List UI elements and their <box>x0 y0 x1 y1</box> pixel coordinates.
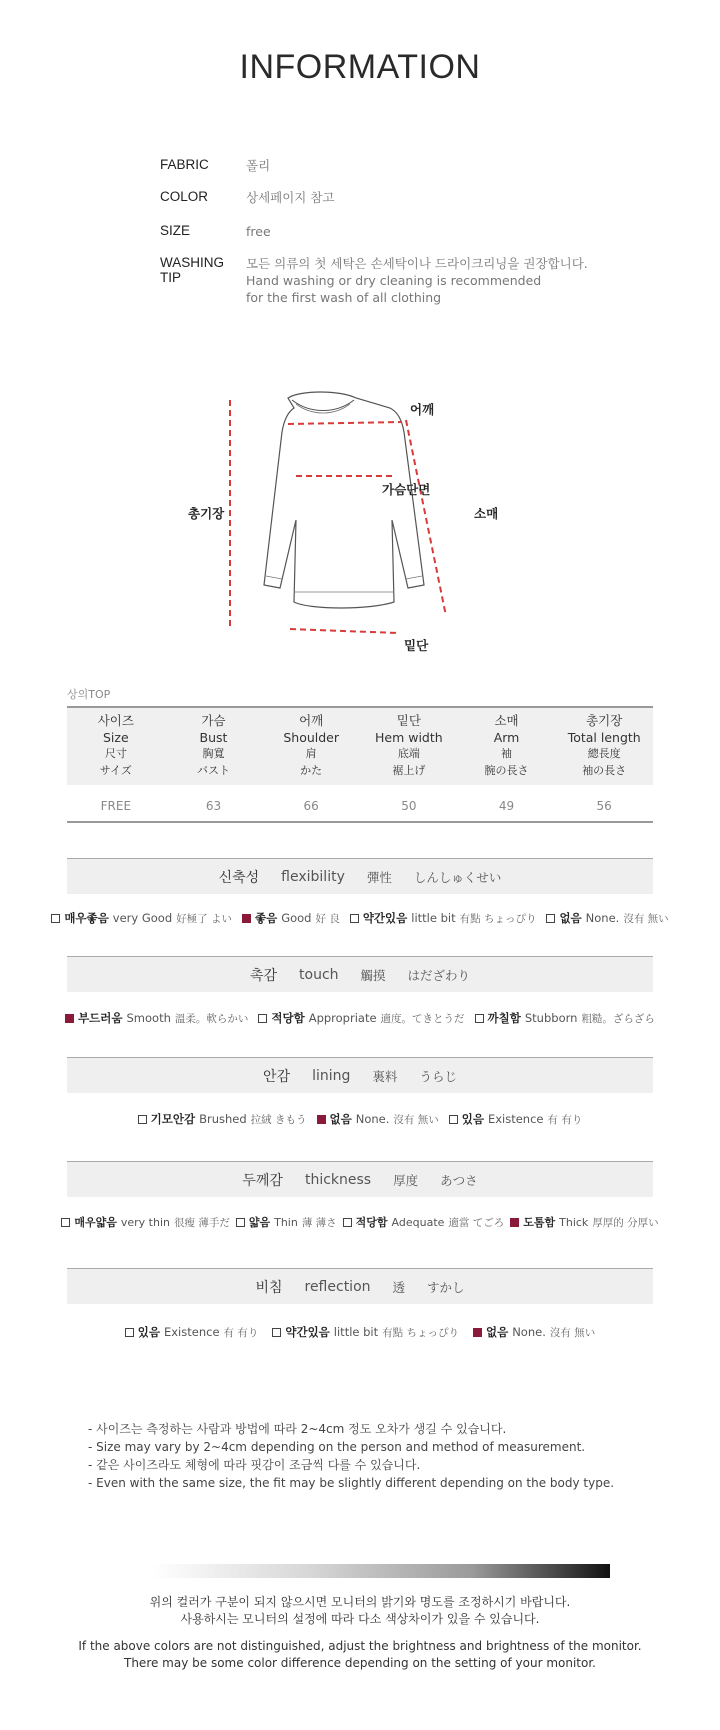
cell-bust: 63 <box>205 799 222 813</box>
checkbox[interactable] <box>350 914 359 923</box>
option-little-bit[interactable]: 약간있음 little bit 有點 ちょっぴり <box>350 910 537 926</box>
checkbox[interactable] <box>51 914 60 923</box>
footer-en-line2: There may be some color difference depending on the setting of your monitor. <box>124 1656 596 1670</box>
checkbox-checked[interactable] <box>510 1218 519 1227</box>
checkbox-checked[interactable] <box>65 1014 74 1023</box>
option-thick[interactable]: 도톰함 Thick 厚厚的 分厚い <box>510 1214 658 1230</box>
washing-value <box>246 255 588 306</box>
option-very-thin[interactable]: 매우얇음 very thin 很瘦 薄手だ <box>61 1214 229 1230</box>
fabric-value: 폴리 <box>246 158 271 173</box>
checkbox-checked[interactable] <box>473 1328 482 1337</box>
cell-size: FREE <box>100 799 132 813</box>
label-total-length: 총기장 <box>188 506 225 521</box>
note-line: - Even with the same size, the fit may be slightly different depending on the body type. <box>88 1476 615 1490</box>
size-diagram <box>170 380 530 660</box>
cell-hem: 50 <box>401 799 417 813</box>
rating-options-lining <box>67 1111 653 1127</box>
header-shoulder: 어깨 Shoulder 肩 かた <box>283 713 340 777</box>
page-title: INFORMATION <box>239 48 481 86</box>
checkbox[interactable] <box>272 1328 281 1337</box>
table-row <box>67 785 653 821</box>
color-value: 상세페이지 참고 <box>246 190 335 205</box>
option-little-bit[interactable]: 약간있음 little bit 有點 ちょっぴり <box>272 1324 459 1340</box>
rating-options-touch <box>67 1010 653 1026</box>
washing-label: WASHING TIP <box>160 255 224 285</box>
rating-options-flexibility <box>64 910 669 926</box>
option-very-good[interactable]: 매우좋음 very Good 好極了 よい <box>51 910 232 926</box>
size-value: free <box>246 224 271 239</box>
size-table-header <box>67 708 653 785</box>
option-none[interactable]: 없음 None. 沒有 無い <box>317 1111 439 1127</box>
checkbox[interactable] <box>138 1115 147 1124</box>
rating-options-thickness <box>67 1214 659 1230</box>
label-sleeve: 소매 <box>474 506 499 521</box>
option-good[interactable]: 좋음 Good 好 良 <box>242 910 340 926</box>
footer-english <box>0 1638 720 1672</box>
rating-bar-touch: 촉감 touch 觸摸 はだざわり <box>67 956 653 992</box>
checkbox[interactable] <box>546 914 555 923</box>
option-existence[interactable]: 있음 Existence 有 有り <box>449 1111 583 1127</box>
footer-korean <box>0 1594 720 1628</box>
cell-total-length: 56 <box>596 799 612 813</box>
header-hem: 밑단 Hem width 底端 裾上げ <box>375 713 443 777</box>
checkbox-checked[interactable] <box>242 914 251 923</box>
washing-line-en2: for the first wash of all clothing <box>246 290 442 305</box>
header-bust: 가슴 Bust 胸寬 バスト <box>197 713 230 777</box>
label-shoulder: 어깨 <box>410 402 435 417</box>
header-total-length: 총기장 Total length 總長度 袖の長さ <box>567 713 641 777</box>
checkbox[interactable] <box>258 1014 267 1023</box>
option-smooth[interactable]: 부드러움 Smooth 溫柔。軟らかい <box>65 1010 248 1026</box>
option-none[interactable]: 없음 None. 沒有 無い <box>546 910 668 926</box>
fabric-label: FABRIC <box>160 157 209 172</box>
info-color <box>160 189 335 206</box>
color-label: COLOR <box>160 189 209 204</box>
info-washing <box>160 255 588 306</box>
checkbox[interactable] <box>125 1328 134 1337</box>
size-label: SIZE <box>160 223 191 238</box>
header-size: 사이즈 Size 尺寸 サイズ <box>97 713 134 777</box>
option-appropriate[interactable]: 적당함 Appropriate 適度。てきとうだ <box>258 1010 464 1026</box>
info-fabric <box>160 157 270 174</box>
note-line: - Size may vary by 2~4cm depending on the person and method of measurement. <box>88 1440 586 1454</box>
rating-options-reflection <box>67 1324 653 1340</box>
cell-arm: 49 <box>498 799 515 813</box>
rating-bar-reflection: 비침 reflection 透 すかし <box>67 1268 653 1304</box>
cell-shoulder: 66 <box>303 799 319 813</box>
option-existence[interactable]: 있음 Existence 有 有り <box>125 1324 259 1340</box>
label-chest: 가슴단면 <box>382 482 431 497</box>
option-thin[interactable]: 얇음 Thin 薄 薄さ <box>236 1214 337 1230</box>
checkbox[interactable] <box>236 1218 245 1227</box>
header-arm: 소매 Arm 袖 腕の長さ <box>484 713 529 777</box>
size-table <box>67 706 653 823</box>
info-size <box>160 223 271 240</box>
checkbox[interactable] <box>343 1218 352 1227</box>
checkbox-checked[interactable] <box>317 1115 326 1124</box>
note-line: - 같은 사이즈라도 체형에 따라 핏감이 조금씩 다를 수 있습니다. <box>88 1458 421 1472</box>
option-none[interactable]: 없음 None. 沒有 無い <box>473 1324 595 1340</box>
sweater-outline <box>264 392 424 608</box>
checkbox[interactable] <box>475 1014 484 1023</box>
hem-line <box>290 629 398 633</box>
footer-ko-line2: 사용하시는 모니터의 설정에 따라 다소 색상차이가 있을 수 있습니다. <box>180 1612 540 1626</box>
color-calibration-gradient <box>152 1564 610 1578</box>
footer-en-line1: If the above colors are not distinguished, adjust the brightness and brightness of the monitor. <box>78 1639 642 1653</box>
rating-bar-flexibility: 신축성 flexibility 彈性 しんしゅくせい <box>67 858 653 894</box>
note-line: - 사이즈는 측정하는 사람과 방법에 따라 2~4cm 정도 오차가 생길 수 있습니다. <box>88 1422 507 1436</box>
label-hem: 밑단 <box>404 638 429 653</box>
rating-bar-thickness: 두께감 thickness 厚度 あつさ <box>67 1161 653 1197</box>
option-stubborn[interactable]: 까칠함 Stubborn 粗糙。ざらざら <box>475 1010 655 1026</box>
washing-line-ko: 모든 의류의 첫 세탁은 손세탁이나 드라이크리닝을 권장합니다. <box>246 256 588 271</box>
checkbox[interactable] <box>449 1115 458 1124</box>
size-notes <box>88 1420 614 1492</box>
size-table-caption: 상의TOP <box>67 688 111 701</box>
option-brushed[interactable]: 기모안감 Brushed 拉絨 きもう <box>138 1111 307 1127</box>
option-adequate[interactable]: 적당함 Adequate 適當 てごろ <box>343 1214 505 1230</box>
checkbox[interactable] <box>61 1218 70 1227</box>
footer-ko-line1: 위의 컬러가 구분이 되지 않으시면 모니터의 밝기와 명도를 조정하시기 바랍니다. <box>149 1595 571 1609</box>
rating-bar-lining: 안감 lining 裏料 うらじ <box>67 1057 653 1093</box>
washing-line-en1: Hand washing or dry cleaning is recommended <box>246 273 542 288</box>
